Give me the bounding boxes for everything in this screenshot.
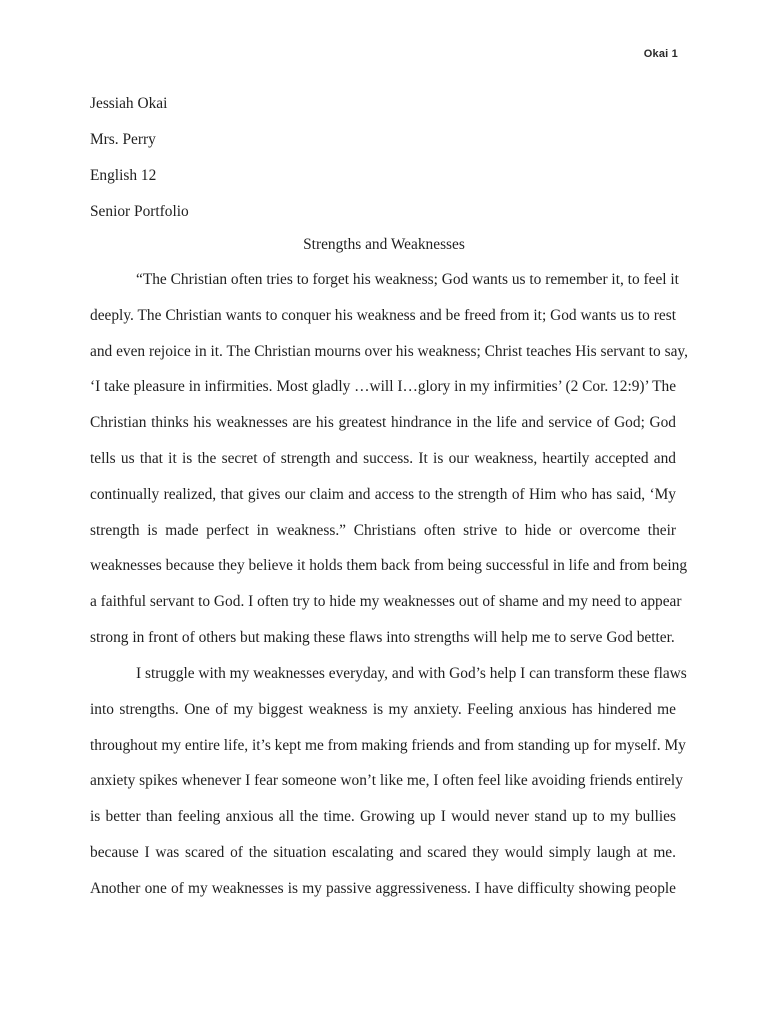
paragraph-line: tells us that it is the secret of strength and success. It is our weakness, heartily accepted and bbox=[90, 449, 676, 467]
student-name: Jessiah Okai bbox=[90, 95, 168, 112]
paragraph-line: Christian thinks his weaknesses are his greatest hindrance in the life and service of God; God bbox=[90, 414, 676, 432]
paragraph-line: Another one of my weaknesses is my passive aggressiveness. I have difficulty showing people bbox=[90, 879, 676, 897]
course-name: English 12 bbox=[90, 167, 157, 184]
paragraph-1 bbox=[90, 262, 688, 656]
paragraph-line: “The Christian often tries to forget his weakness; God wants us to remember it, to feel it bbox=[136, 271, 679, 288]
essay-title: Strengths and Weaknesses bbox=[303, 236, 465, 253]
paragraph-line: and even rejoice in it. The Christian mourns over his weakness; Christ teaches His servant to say, bbox=[90, 342, 688, 360]
assignment-name: Senior Portfolio bbox=[90, 203, 189, 220]
paragraph-line: throughout my entire life, it’s kept me from making friends and from standing up for myself. My bbox=[90, 736, 686, 754]
paragraph-2 bbox=[90, 656, 687, 907]
paragraph-line: is better than feeling anxious all the time. Growing up I would never stand up to my bullies bbox=[90, 808, 676, 826]
mla-heading bbox=[90, 86, 189, 230]
paragraph-line: continually realized, that gives our claim and access to the strength of Him who has said, ‘My bbox=[90, 485, 676, 503]
paragraph-line: a faithful servant to God. I often try to hide my weaknesses out of shame and my need to appear bbox=[90, 593, 682, 611]
paragraph-line: strong in front of others but making these flaws into strengths will help me to serve God better. bbox=[90, 628, 675, 646]
paragraph-line: ‘I take pleasure in infirmities. Most gladly …will I…glory in my infirmities’ (2 Cor. 12:9)’ The bbox=[90, 378, 677, 396]
paragraph-line: because I was scared of the situation escalating and scared they would simply laugh at me. bbox=[90, 843, 676, 861]
paragraph-line: anxiety spikes whenever I fear someone won’t like me, I often feel like avoiding friends entirely bbox=[90, 772, 683, 790]
paragraph-line: weaknesses because they believe it holds them back from being successful in life and from being bbox=[90, 557, 688, 575]
running-head: Okai 1 bbox=[643, 48, 678, 60]
paragraph-line: into strengths. One of my biggest weakness is my anxiety. Feeling anxious has hindered me bbox=[90, 700, 676, 718]
paragraph-line: strength is made perfect in weakness.” Christians often strive to hide or overcome their bbox=[90, 521, 676, 539]
teacher-name: Mrs. Perry bbox=[90, 131, 156, 148]
paragraph-line: I struggle with my weaknesses everyday, and with God’s help I can transform these flaws bbox=[136, 665, 687, 682]
paragraph-line: deeply. The Christian wants to conquer his weakness and be freed from it; God wants us to rest bbox=[90, 306, 676, 324]
